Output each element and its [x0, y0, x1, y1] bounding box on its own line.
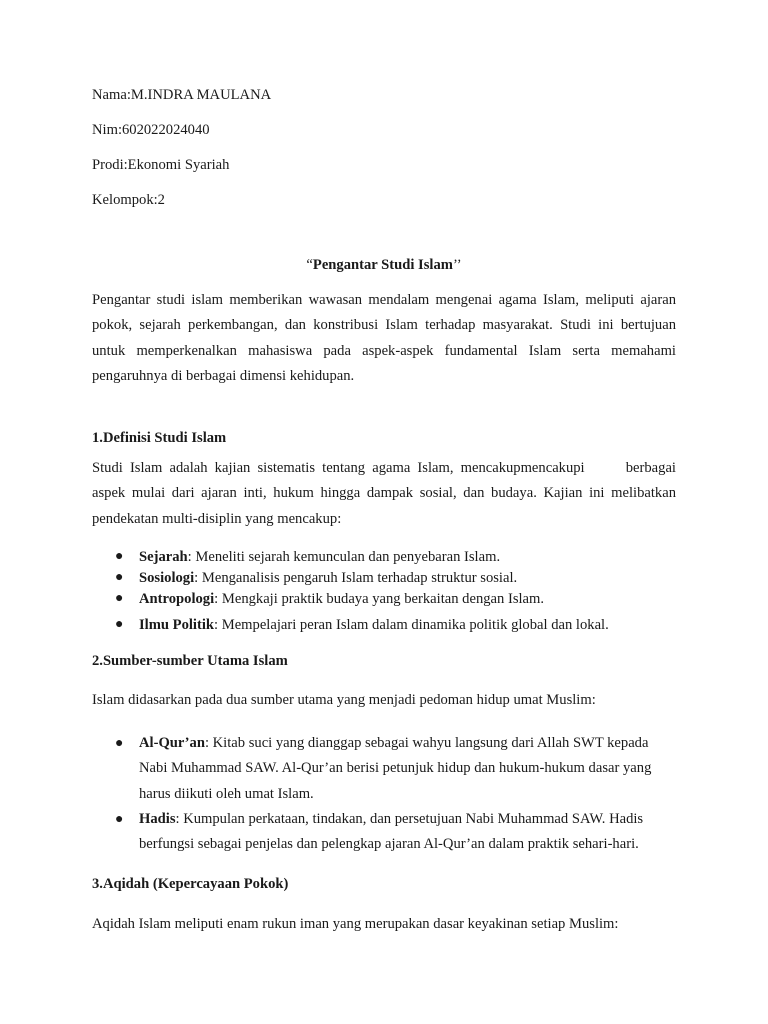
- section1-paragraph-part1: Studi Islam adalah kajian sistematis tentang agama Islam, mencakupmencakupi: [92, 460, 585, 476]
- list-item: [92, 570, 676, 591]
- list-item-term: Sosiologi: [139, 570, 195, 586]
- student-group: Kelompok:2: [92, 192, 165, 208]
- list-item-desc: : Mempelajari peran Islam dalam dinamika politik global dan lokal.: [214, 617, 609, 633]
- intro-paragraph: Pengantar studi islam memberikan wawasan mendalam mengenai agama Islam, meliputi ajaran pokok, sejarah perkembangan, dan konstribusi Islam terhadap masyarakat. Studi ini bertujuan untuk memperkenalkan mahasiswa pada aspek-aspek fundamental Islam serta memahami pengaruhnya di berbagai dimensi kehidupan.: [92, 292, 676, 384]
- bullet-dot-icon: ●: [115, 811, 124, 827]
- bullet-dot-icon: ●: [115, 617, 124, 632]
- list-item-desc: : Kumpulan perkataan, tindakan, dan persetujuan Nabi Muhammad SAW. Hadis berfungsi sebagai penjelas dan pelengkap ajaran Al-Qur’an dalam praktik sehari-hari.: [139, 810, 644, 853]
- list-item-desc: : Mengkaji praktik budaya yang berkaitan dengan Islam.: [214, 591, 545, 607]
- bullet-dot-icon: ●: [115, 736, 124, 751]
- section2-list: [92, 731, 676, 857]
- list-item-term: Antropologi: [139, 591, 215, 607]
- student-prodi: Prodi:Ekonomi Syariah: [92, 157, 230, 173]
- list-item-term: Ilmu Politik: [139, 617, 215, 633]
- student-name: Nama:M.INDRA MAULANA: [92, 87, 272, 103]
- section3-paragraph: Aqidah Islam meliputi enam rukun iman yang merupakan dasar keyakinan setiap Muslim:: [92, 916, 619, 932]
- title-close-quote: ’’: [452, 257, 462, 273]
- section2-paragraph: Islam didasarkan pada dua sumber utama yang menjadi pedoman hidup umat Muslim:: [92, 692, 596, 708]
- section1-heading: 1.Definisi Studi Islam: [92, 430, 227, 446]
- list-item-desc: : Meneliti sejarah kemunculan dan penyebaran Islam.: [187, 549, 501, 565]
- list-item-desc: : Kitab suci yang dianggap sebagai wahyu langsung dari Allah SWT kepada Nabi Muhammad SAW. Al-Qur’an berisi petunjuk hidup dan hukum-hukum dasar yang harus diikuti oleh umat Islam.: [139, 735, 652, 802]
- section3-heading: 3.Aqidah (Kepercayaan Pokok): [92, 876, 289, 892]
- list-item-term: Hadis: [139, 810, 176, 827]
- list-item: [92, 591, 676, 617]
- bullet-dot-icon: ●: [115, 570, 124, 585]
- title-open-quote: “: [306, 257, 313, 273]
- section1-paragraph: [92, 456, 676, 532]
- document-title: [0, 257, 768, 274]
- list-item-desc: : Menganalisis pengaruh Islam terhadap struktur sosial.: [194, 570, 518, 586]
- list-item-term: Sejarah: [139, 549, 188, 565]
- bullet-dot-icon: ●: [115, 591, 124, 606]
- section1-paragraph-part2: berbagai aspek mulai dari ajaran inti, hukum hingga dampak sosial, dan budaya. Kajian ini melibatkan pendekatan multi-disiplin yang mencakup:: [92, 460, 676, 527]
- list-item: [92, 731, 676, 807]
- title-text: Pengantar Studi Islam: [312, 257, 453, 273]
- list-item: [92, 617, 676, 638]
- bullet-dot-icon: ●: [115, 549, 124, 564]
- section1-list: [92, 549, 676, 638]
- list-item: [92, 549, 676, 570]
- student-nim: Nim:602022024040: [92, 122, 210, 138]
- section2-heading: 2.Sumber-sumber Utama Islam: [92, 653, 288, 669]
- list-item-term: Al-Qur’an: [139, 735, 205, 751]
- list-item: [92, 807, 676, 858]
